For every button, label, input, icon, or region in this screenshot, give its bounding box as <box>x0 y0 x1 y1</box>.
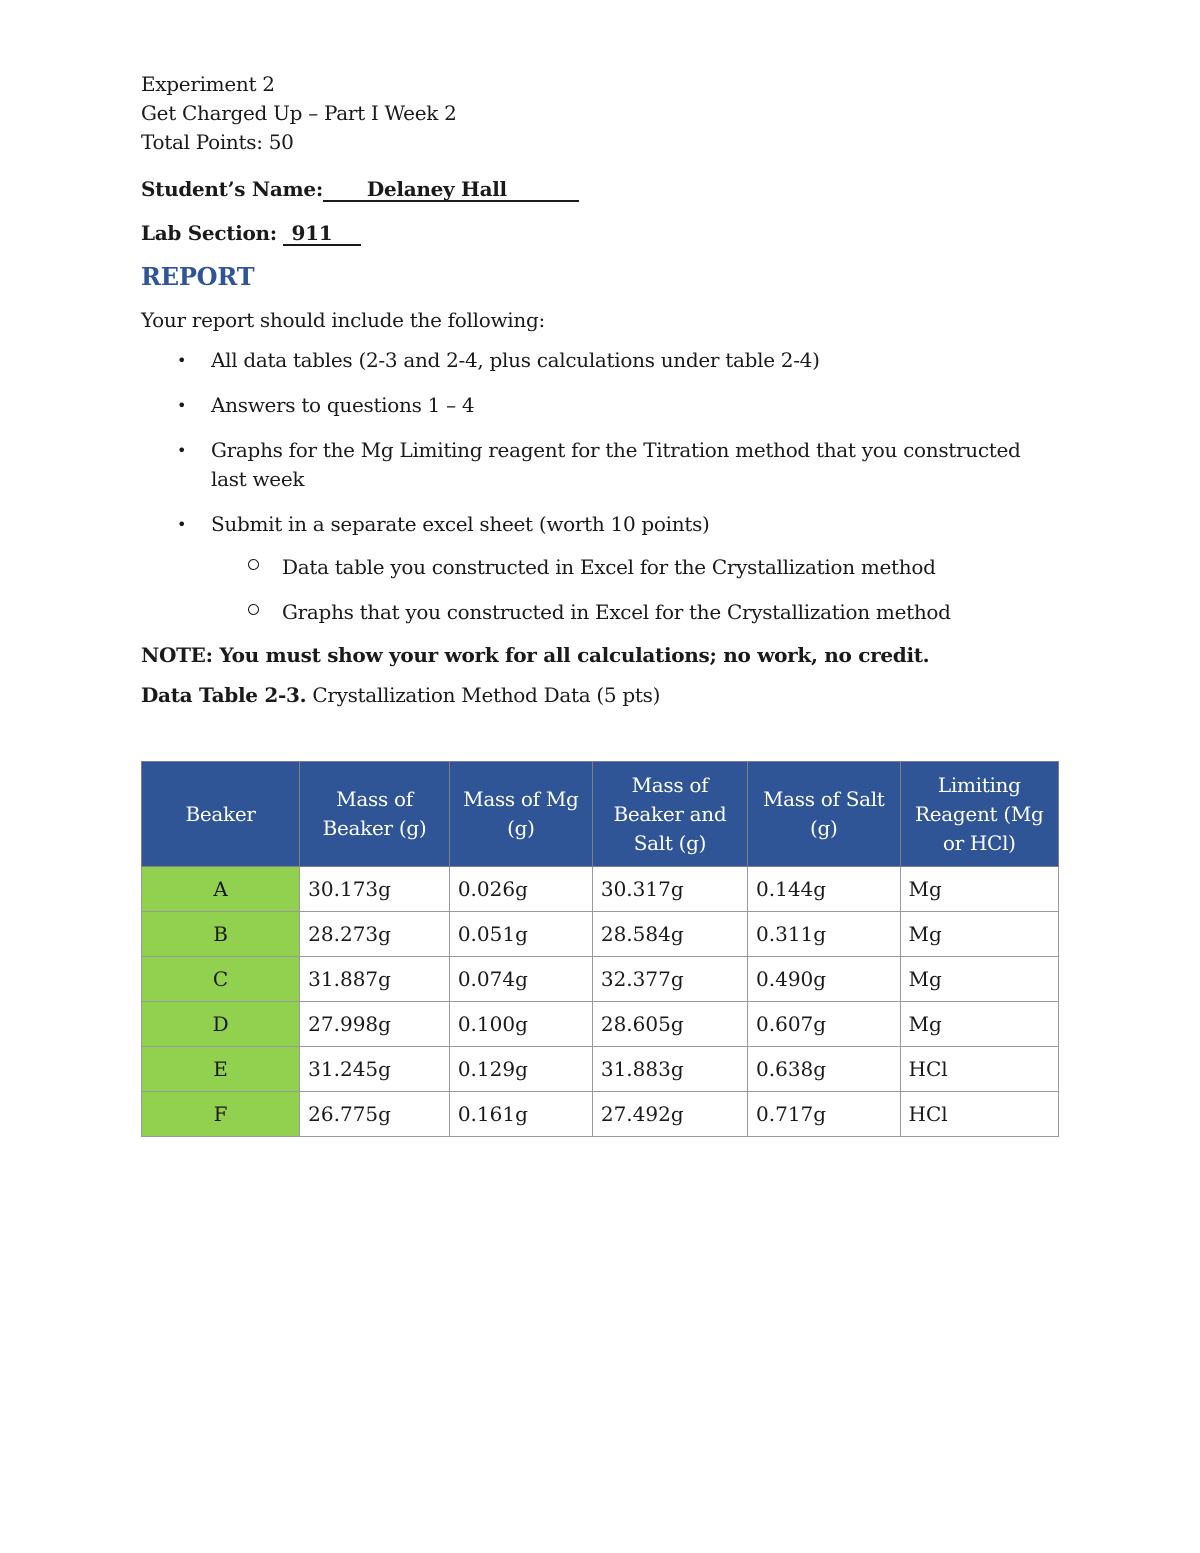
column-header: Limiting Reagent (Mg or HCl) <box>900 762 1058 867</box>
table-cell: 28.584g <box>592 912 747 957</box>
column-header: Mass of Beaker and Salt (g) <box>592 762 747 867</box>
crystallization-data-table <box>141 761 1059 1137</box>
bullet-icon: • <box>177 351 187 370</box>
table-cell: Mg <box>900 867 1058 912</box>
circle-bullet-icon <box>248 604 259 615</box>
table-cell: 0.490g <box>748 957 901 1002</box>
experiment-subtitle: Get Charged Up – Part I Week 2 <box>141 101 457 125</box>
table-cell: HCl <box>900 1047 1058 1092</box>
beaker-cell: A <box>142 867 300 912</box>
list-item: • Answers to questions 1 – 4 <box>141 391 1061 420</box>
table-row <box>142 912 1059 957</box>
report-heading: REPORT <box>141 262 255 291</box>
table-row <box>142 1047 1059 1092</box>
table-cell: 32.377g <box>592 957 747 1002</box>
lab-section-value: 911 <box>283 222 361 246</box>
sub-list-item: Graphs that you constructed in Excel for the Crystallization method <box>141 598 1061 627</box>
list-item: • Graphs for the Mg Limiting reagent for the Titration method that you constructed last week <box>177 438 1021 491</box>
beaker-cell: C <box>142 957 300 1002</box>
table-caption <box>141 683 1061 707</box>
total-points: Total Points: 50 <box>141 130 294 154</box>
table-cell: 0.026g <box>449 867 592 912</box>
table-cell: 28.273g <box>300 912 450 957</box>
table-cell: 0.144g <box>748 867 901 912</box>
sub-list <box>141 553 1061 627</box>
table-cell: 31.245g <box>300 1047 450 1092</box>
table-cell: 27.492g <box>592 1092 747 1137</box>
list-item: • Submit in a separate excel sheet (worth 10 points) Data table you constructed in Excel for the Crystallization method Graphs that you constructed in Excel for the Crystallization method <box>141 510 1061 627</box>
table-caption-text: Crystallization Method Data (5 pts) <box>306 683 661 707</box>
table-row <box>142 867 1059 912</box>
beaker-cell: F <box>142 1092 300 1137</box>
table-cell: Mg <box>900 1002 1058 1047</box>
table-cell: 0.074g <box>449 957 592 1002</box>
table-cell: 31.887g <box>300 957 450 1002</box>
table-row <box>142 1002 1059 1047</box>
bullet-icon: • <box>177 515 187 534</box>
table-cell: 30.173g <box>300 867 450 912</box>
table-cell: 30.317g <box>592 867 747 912</box>
column-header: Mass of Salt (g) <box>748 762 901 867</box>
note-text: NOTE: You must show your work for all calculations; no work, no credit. <box>141 643 930 667</box>
bullet-icon: • <box>177 441 187 460</box>
beaker-cell: B <box>142 912 300 957</box>
list-item: • All data tables (2-3 and 2-4, plus calculations under table 2-4) <box>141 346 1061 375</box>
column-header: Beaker <box>142 762 300 867</box>
table-cell: 0.100g <box>449 1002 592 1047</box>
column-header: Mass of Beaker (g) <box>300 762 450 867</box>
sub-list-item: Data table you constructed in Excel for the Crystallization method <box>141 553 1061 582</box>
student-name-value: Delaney Hall <box>323 178 579 202</box>
table-cell: 0.607g <box>748 1002 901 1047</box>
experiment-number: Experiment 2 <box>141 72 275 96</box>
circle-bullet-icon <box>248 559 259 570</box>
table-cell: 0.717g <box>748 1092 901 1137</box>
table-cell: 28.605g <box>592 1002 747 1047</box>
student-name-field <box>141 177 1061 202</box>
table-cell: HCl <box>900 1092 1058 1137</box>
student-name-label: Student’s Name: <box>141 177 323 201</box>
table-cell: Mg <box>900 912 1058 957</box>
report-intro: Your report should include the following: <box>141 308 545 332</box>
beaker-cell: E <box>142 1047 300 1092</box>
table-cell: 26.775g <box>300 1092 450 1137</box>
table-cell: 0.051g <box>449 912 592 957</box>
table-row <box>142 1092 1059 1137</box>
lab-section-label: Lab Section: <box>141 221 284 245</box>
table-cell: 0.161g <box>449 1092 592 1137</box>
table-cell: 0.638g <box>748 1047 901 1092</box>
table-header-row <box>142 762 1059 867</box>
table-cell: Mg <box>900 957 1058 1002</box>
table-cell: 31.883g <box>592 1047 747 1092</box>
table-caption-label: Data Table 2-3. <box>141 683 307 707</box>
table-cell: 0.311g <box>748 912 901 957</box>
document-page <box>141 70 1061 707</box>
column-header: Mass of Mg (g) <box>449 762 592 867</box>
lab-section-field <box>141 221 1061 246</box>
table-cell: 0.129g <box>449 1047 592 1092</box>
beaker-cell: D <box>142 1002 300 1047</box>
bullet-icon: • <box>177 396 187 415</box>
table-row <box>142 957 1059 1002</box>
requirements-list <box>141 346 1061 627</box>
table-cell: 27.998g <box>300 1002 450 1047</box>
